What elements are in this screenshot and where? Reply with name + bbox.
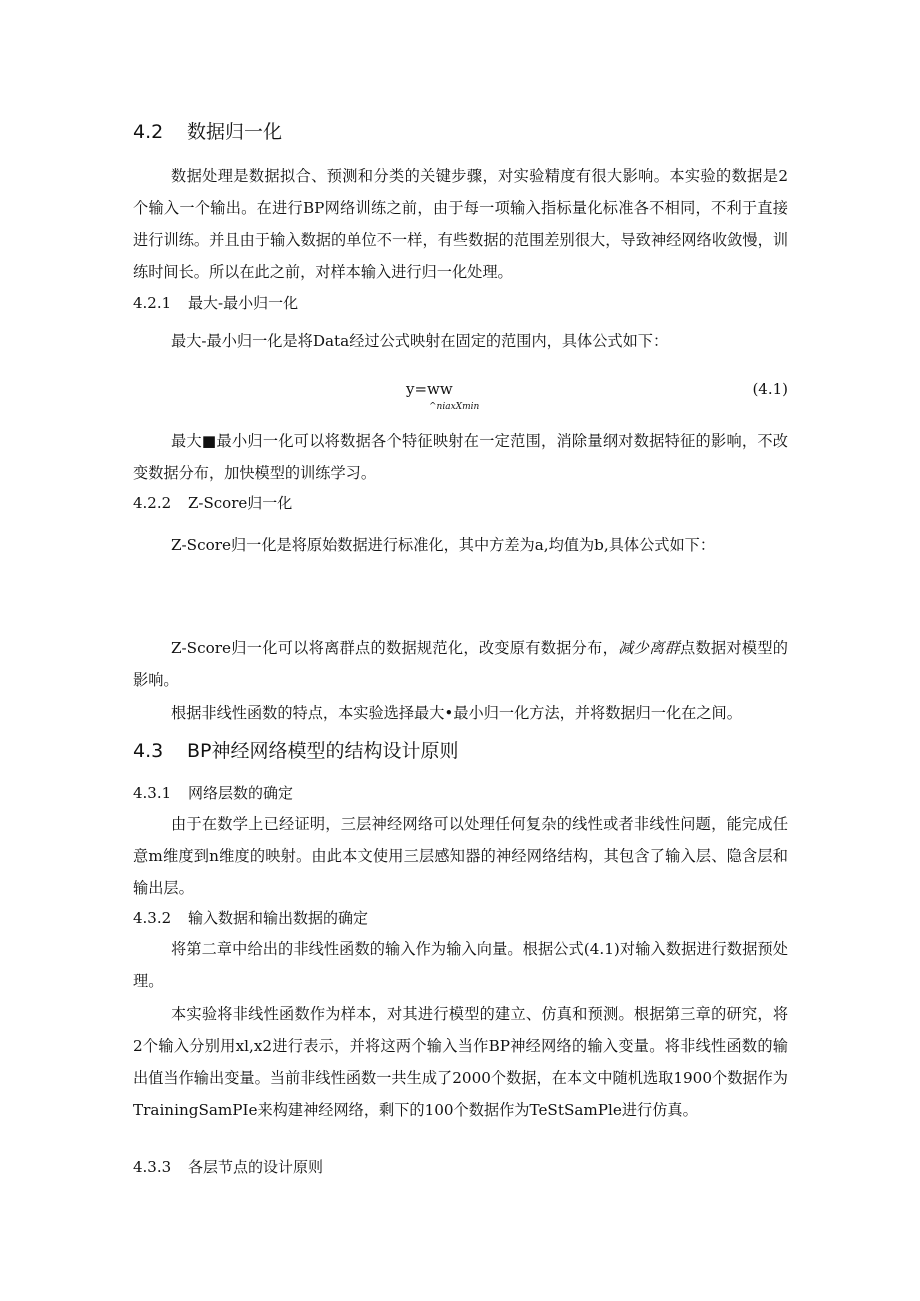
equation-4-1: [133, 380, 788, 420]
section-heading-4-3: [133, 738, 788, 764]
paragraph-minmax-effect: 最大■最小归一化可以将数据各个特征映射在一定范围，消除量纲对数据特征的影响，不改变数据分布，加快模型的训练学习。: [133, 432, 788, 482]
italic-text-run: 减少离群: [618, 639, 680, 657]
section-title: BP神经网络模型的结构设计原则: [187, 740, 459, 762]
subsection-heading-4-2-2: [133, 492, 788, 514]
subsection-title: 输入数据和输出数据的确定: [188, 909, 369, 927]
text-run: 点数据对模型的影响。: [133, 639, 788, 689]
subsection-title: 网络层数的确定: [188, 784, 294, 802]
subsection-number: 4.2.2: [133, 494, 172, 512]
section-number: 4.3: [133, 740, 164, 762]
section-number: 4.2: [133, 121, 164, 143]
equation-number: (4.1): [752, 380, 788, 398]
paragraph-normalization-intro: 数据处理是数据拟合、预测和分类的关键步骤，对实验精度有很大影响。本实验的数据是2个输入一个输出。在进行BP网络训练之前，由于每一项输入指标量化标准各不相同，不利于直接进行训练。并且由于输入数据的单位不一样，有些数据的范围差别很大，导致神经网络收敛慢，训练时间长。所以在此之前，对样本输入进行归一化处理。: [133, 167, 788, 281]
subsection-number: 4.3.3: [133, 1158, 172, 1176]
subsection-number: 4.3.2: [133, 909, 172, 927]
section-title: 数据归一化: [187, 121, 283, 143]
paragraph-method-choice: 根据非线性函数的特点，本实验选择最大•最小归一化方法，并将数据归一化在之间。: [171, 704, 742, 722]
subsection-heading-4-3-2: [133, 907, 788, 929]
subsection-title: Z-Score归一化: [188, 494, 293, 512]
subsection-number: 4.2.1: [133, 294, 172, 312]
paragraph-zscore-def: Z-Score归一化是将原始数据进行标准化，其中方差为a,均值为b,具体公式如下：: [171, 536, 716, 554]
paragraph-sample-setup: 本实验将非线性函数作为样本，对其进行模型的建立、仿真和预测。根据第三章的研究，将2个输入分别用xl,x2进行表示，并将这两个输入当作BP神经网络的输入变量。将非线性函数的输出值当作输出变量。当前非线性函数一共生成了2000个数据，在本文中随机选取1900个数据作为TrainingSamPIe来构建神经网络，剩下的100个数据作为TeStSamPle进行仿真。: [133, 1005, 788, 1119]
equation-denominator: ^niaxXmin: [429, 402, 480, 412]
subsection-number: 4.3.1: [133, 784, 172, 802]
paragraph-io-vector: 将第二章中给出的非线性函数的输入作为输入向量。根据公式(4.1)对输入数据进行数据预处理。: [133, 940, 788, 990]
subsection-heading-4-2-1: [133, 292, 788, 314]
section-heading-4-2: [133, 119, 788, 145]
equation-lhs: y=ww: [406, 380, 453, 398]
subsection-heading-4-3-1: [133, 782, 788, 804]
subsection-title: 最大-最小归一化: [188, 294, 299, 312]
subsection-title: 各层节点的设计原则: [188, 1158, 324, 1176]
paragraph-layer-count: 由于在数学上已经证明，三层神经网络可以处理任何复杂的线性或者非线性问题，能完成任意m维度到n维度的映射。由此本文使用三层感知器的神经网络结构，其包含了输入层、隐含层和输出层。: [133, 815, 788, 897]
paragraph-minmax-def: 最大-最小归一化是将Data经过公式映射在固定的范围内，具体公式如下：: [171, 332, 669, 350]
subsection-heading-4-3-3: [133, 1156, 788, 1178]
text-run: Z-Score归一化可以将离群点的数据规范化，改变原有数据分布，: [171, 639, 619, 657]
paragraph-zscore-effect: [133, 632, 788, 696]
